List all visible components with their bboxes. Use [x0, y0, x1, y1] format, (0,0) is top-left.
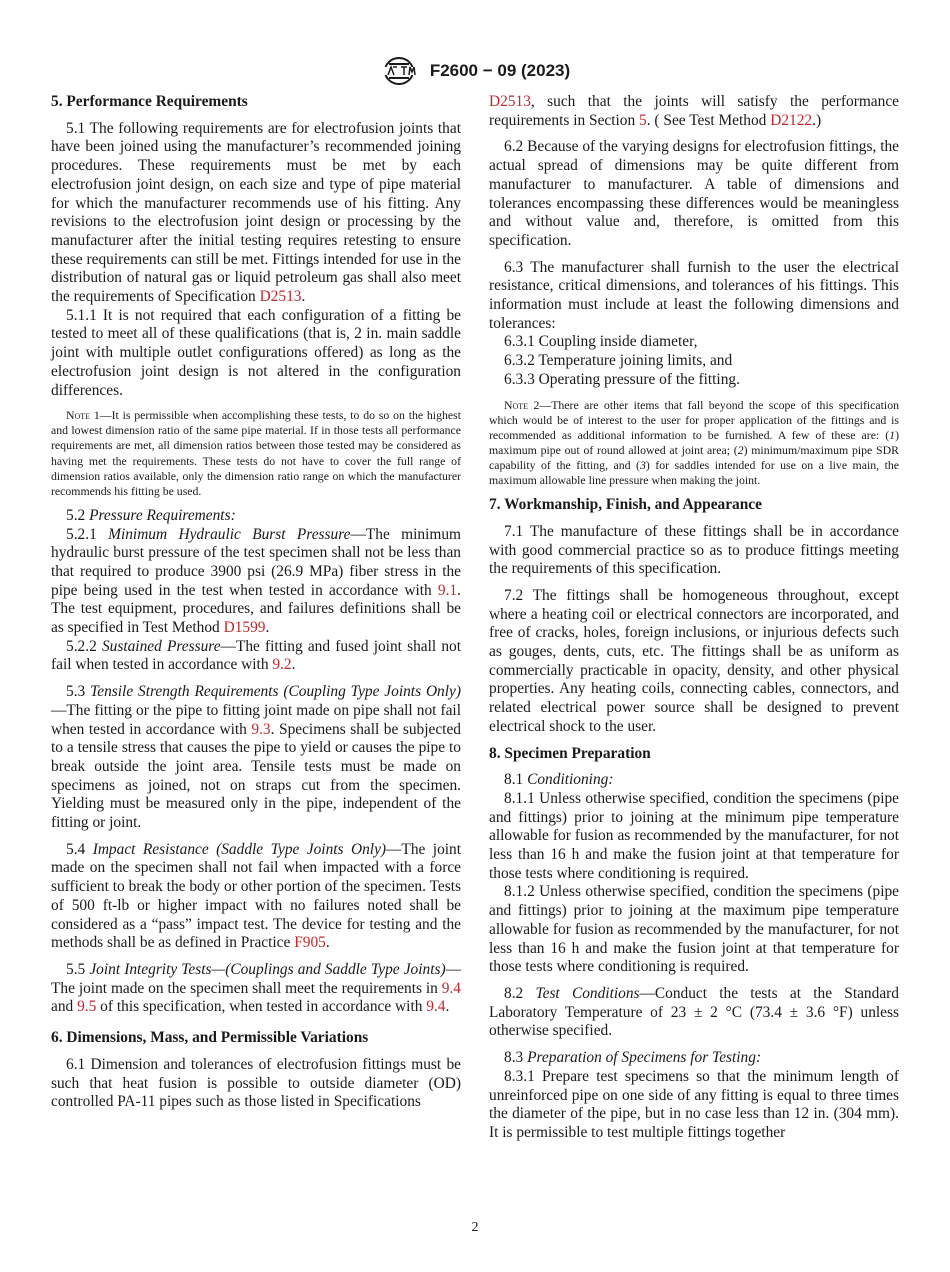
left-column [51, 93, 461, 1112]
paragraph-7-2: 7.2 The fittings shall be homogeneous throughout, except where a heating coil or electrical connectors are incorporated, and free of cracks, holes, foreign inclusions, or injurious defects such as gouges, dents, cuts, etc. The fittings shall be as uniform as commercially practicable in opacity, density, and other physical properties. Any heating coils, connecting cables, connectors, and related electrical power source shall be designed to prevent electrical shock to the user. [489, 586, 899, 735]
paragraph-6-2: 6.2 Because of the varying designs for electrofusion fittings, the actual spread of dimensions may be quite different from manufacturer to manufacturer. A table of dimensions and tolerances encompassing these differences would be meaningless and without value and, therefore, is omitted from this specification. [489, 138, 899, 249]
paragraph-8-3-1: 8.3.1 Prepare test specimens so that the minimum length of unreinforced pipe on one side of any fitting is equal to three times the diameter of the pipe, but in no case less than 12 in. (304 mm). It is permissible to test multiple fittings together [489, 1067, 899, 1141]
paragraph-6-1-continued: D2513, such that the joints will satisfy the performance requirements in Section 5. ( See Test Method D2122.) [489, 93, 899, 129]
ref-d2513-link[interactable]: D2513 [489, 93, 531, 110]
ref-9-1-link[interactable]: 9.1 [437, 581, 458, 599]
document-designation: F2600 − 09 (2023) [429, 61, 571, 80]
paragraph-6-3-3: 6.3.3 Operating pressure of the fitting. [504, 370, 740, 388]
section-8-heading: 8. Specimen Preparation [489, 744, 651, 762]
ref-f905-link[interactable]: F905 [294, 934, 326, 952]
ref-9-4-link[interactable]: 9.4 [441, 979, 461, 997]
paragraph-5-1-1: 5.1.1 It is not required that each configuration of a fitting be tested to meet all of these qualifications (that is, 2 in. main saddle joint with multiple outlet configurations offered) as long as the electrofusion joint design is not altered in the configuration differences. [51, 306, 461, 399]
paragraph-5-5: 5.5 Joint Integrity Tests—(Couplings and Saddle Type Joints)—The joint made on the specimen shall meet the requirements in 9.4 and 9.5 of this specification, when tested in accordance with 9.4. [51, 960, 461, 1016]
paragraph-6-3-2: 6.3.2 Temperature joining limits, and [504, 352, 733, 370]
paragraph-7-1: 7.1 The manufacture of these fittings shall be in accordance with good commercial practice so as to produce fittings meeting the requirements of this specification. [489, 522, 899, 578]
paragraph-6-3-1: 6.3.1 Coupling inside diameter, [504, 333, 698, 351]
paragraph-8-2: 8.2 Test Conditions—Conduct the tests at the Standard Laboratory Temperature of 23 ± 2 °C (73.4 ± 3.6 °F) unless otherwise specified. [489, 984, 899, 1040]
paragraph-6-1: 6.1 Dimension and tolerances of electrofusion fittings must be such that heat fusion is possible to outside diameter (OD) controlled PA-11 pipes such as those listed in Specifications [51, 1055, 461, 1111]
paragraph-8-1: 8.1 Conditioning: [504, 771, 614, 789]
paragraph-5-1: 5.1 The following requirements are for electrofusion joints that have been joined using the manufacturer’s recommended joining procedures. These requirements must be met by each electrofusion joint design, on each size and type of pipe material for which the manufacturer recommends use of his fitting. Any revisions to the electrofusion joint design or processing by the manufacturer after the initial testing requires retesting to ensure these requirements can still be met. Fittings intended for use in the distribution of natural gas or liquid petroleum gas shall also meet the requirements of Specification D2513. [51, 119, 461, 306]
page-header [0, 56, 950, 86]
ref-9-2-link[interactable]: 9.2 [272, 656, 292, 674]
astm-logo-icon [380, 56, 418, 86]
paragraph-8-1-1: 8.1.1 Unless otherwise specified, condition the specimens (pipe and fittings) prior to joining at the minimum pipe temperature allowable for fusion as recommended by the manufacturer, for not less than 16 h and make the fusion joint at that temperature for those tests where conditioning is required. [489, 789, 899, 882]
right-column [489, 93, 899, 1143]
ref-9-3-link[interactable]: 9.3 [251, 720, 271, 738]
note-1: Note 1—It is permissible when accomplishing these tests, to do so on the highest and lowest dimension ratio of the same pipe material. If in those tests all performance requirements are met, all dimension ratios between those tested may be considered as having met the requirements. These tests do not have to cover the full range of dimension ratios available, only the dimension ratio range on which the manufacturer recommends his fitting be used. [51, 408, 461, 498]
section-6-heading: 6. Dimensions, Mass, and Permissible Variations [51, 1029, 369, 1047]
ref-d2513-link[interactable]: D2513 [259, 288, 302, 306]
section-7-heading: 7. Workmanship, Finish, and Appearance [489, 496, 762, 514]
paragraph-8-3: 8.3 Preparation of Specimens for Testing: [504, 1049, 762, 1067]
paragraph-5-2: 5.2 Pressure Requirements: [66, 506, 236, 524]
ref-d1599-link[interactable]: D1599 [223, 619, 266, 637]
paragraph-6-3: 6.3 The manufacturer shall furnish to the user the electrical resistance, critical dimensions, and tolerances of his fittings. This information must include at least the following dimensions and tolerances: [489, 258, 899, 332]
ref-9-5-link[interactable]: 9.5 [77, 998, 97, 1016]
section-5-heading: 5. Performance Requirements [51, 93, 248, 110]
paragraph-5-4: 5.4 Impact Resistance (Saddle Type Joints Only)—The joint made on the specimen shall not fail when impacted with a force sufficient to break the body or other portion of the specimen. Tests of 500 ft-lb or higher impact with no failures noted shall be considered as a “pass” impact test. The device for testing and the methods shall be as defined in Practice F905. [51, 840, 462, 952]
ref-section-5-link[interactable]: 5 [639, 111, 647, 129]
paragraph-5-3: 5.3 Tensile Strength Requirements (Coupling Type Joints Only)—The fitting or the pipe to fitting joint made on pipe shall not fail when tested in accordance with 9.3. Specimens shall be subjected to a tensile stress that causes the pipe to yield or causes the pipe to break outside the joint area. Tensile tests must be made on specimens as joined, not on straps cut from the specimen. Yielding must be measured only in the pipe, independent of the fitting or joint. [51, 683, 461, 832]
page-number: 2 [471, 1220, 479, 1235]
note-2: Note 2—There are other items that fall beyond the scope of this specification which would be of interest to the user for proper application of the fittings and is recommended as additional information to be furnished. A few of these are: (1) maximum pipe out of round allowed at joint area; (2) minimum/maximum pipe SDR capability of the fitting, and (3) for saddles intended for use on a live main, the maximum allowable line pressure when making the joint. [489, 397, 899, 488]
paragraph-5-2-1: 5.2.1 Minimum Hydraulic Burst Pressure—The minimum hydraulic burst pressure of the test specimen shall not be less than that required to produce 3900 psi (26.9 MPa) fiber stress in the pipe being used in the test when tested in accordance with 9.1. The test equipment, procedures, and failures definitions shall be as specified in Test Method D1599. [51, 525, 461, 637]
paragraph-5-2-2: 5.2.2 Sustained Pressure—The fitting and fused joint shall not fail when tested in accordance with 9.2. [51, 637, 461, 674]
paragraph-8-1-2: 8.1.2 Unless otherwise specified, condition the specimens (pipe and fittings) prior to joining at the maximum pipe temperature allowable for fusion as recommended by the manufacturer, for not less than 16 h and make the fusion joint at that temperature for those tests where conditioning is required. [489, 883, 899, 976]
ref-d2122-link[interactable]: D2122 [770, 111, 813, 129]
ref-9-4-link[interactable]: 9.4 [426, 998, 446, 1016]
